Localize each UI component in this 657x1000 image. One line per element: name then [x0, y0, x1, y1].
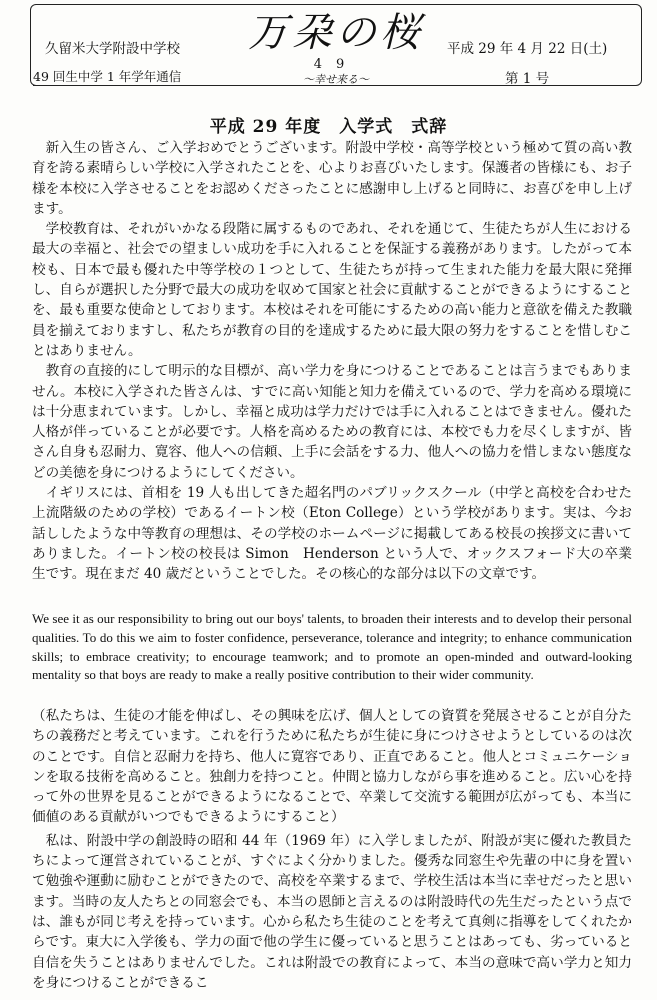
volume-number: 49 [313, 57, 359, 72]
newsletter-subtitle: ～幸せ来る～ [303, 73, 369, 86]
masthead [30, 4, 642, 86]
school-name: 久留米大学附設中学校 [45, 41, 180, 57]
english-quote: We see it as our responsibility to bring out our boys' talents, to broaden their interests and to develop their personal qualities. To do this we aim to foster confidence, perseverance, tolerance and integrity; to enhance communication skills; to embrace creativity; to encourage teamwork; and to promote an open-minded and outward-looking mentality so that boys are ready to make a really positive contribution to their wider community. [32, 611, 632, 683]
body-paragraph: イギリスには、首相を 19 人も出してきた超名門のパブリックスクール（中学と高校を合わせた上流階級のための学校）であるイートン校（Eton College）という学校があります。実は、今お話ししたような中等教育の理想は、その学校のホームページに掲載してある校長の挨拶文に書いてありました。イートン校の校長は Simon Henderson という人で、オックスフォード大の卒業生です。現在まだ 40 歳だということでした。その核心的な部分は以下の文章です。 [32, 485, 632, 583]
article-body [32, 138, 632, 585]
quote-translation: （私たちは、生徒の才能を伸ばし、その興味を広げ、個人としての資質を発展させることが自分たちの義務だと考えています。これを行うために私たちが生徒に身につけさせようとしているのは次のことです。自信と忍耐力を持ち、他人に寛容であり、正直であること。他人とコミュニケーションを取る技術を高めること。独創力を持つこと。仲間と協力しながら事を進めること。広い心を持って外の世界を見ることができるようになることで、卒業して交流する範囲が広がっても、本当に価値のある貢献がいつでもできるようにすること） [32, 708, 632, 826]
masthead-divider [33, 85, 443, 86]
article-continuation [32, 706, 632, 993]
grade-label: 49 回生中学 1 年学年通信 [33, 69, 182, 84]
newsletter-title: 万朶の桜 [248, 10, 424, 56]
closing-paragraph: 私は、附設中学の創設時の昭和 44 年（1969 年）に入学しましたが、附設が実に優れた教員たちによって運営されていることが、すぐによく分かりました。優秀な同窓生や先輩の中に身を置いて勉強や運動に励むことができたので、高校を卒業するまで、学校生活は本当に幸せだったと思います。当時の友人たちとの同窓会でも、本当の恩師と言えるのは附設時代の先生だったという点では、誰もが同じ考えを持っています。心から私たち生徒のことを考えて真剣に指導をしてくれたからです。東大に入学後も、学力の面で他の学生に優っていると思うことはあっても、劣っていると自信を失うことはありませんでした。これは附設での教育によって、本当の意味で高い学力と知力を身につけることができるこ [32, 832, 632, 991]
body-paragraph: 新入生の皆さん、ご入学おめでとうございます。附設中学校・高等学校という極めて質の高い教育を誇る素晴らしい学校に入学されたことを、心よりお喜びいたします。保護者の皆様にも、お子様を本校に入学させることをお認めくださったことに感謝申し上げると同時に、お喜びを申し上げます。 [32, 140, 632, 217]
issue-date: 平成 29 年 4 月 22 日(土) [447, 41, 608, 57]
article-headline: 平成 29 年度 入学式 式辞 [209, 117, 448, 137]
body-paragraph: 学校教育は、それがいかなる段階に属するものであれ、それを通じて、生徒たちが人生における最大の幸福と、社会での望ましい成功を手に入れることを保証する義務があります。したがって本校も、日本で最も優れた中等学校の１つとして、生徒たちが持って生まれた能力を最大限に発揮し、自らが選択した分野で最大の成功を収めて国家と社会に貢献することができるようにすることを、最も重要な使命としております。本校はそれを可能にするための高い能力と意欲を備えた教職員を揃えておりますし、私たちが教育の目的を達成するために最大限の努力をすることを惜しむことはありません。 [32, 221, 632, 359]
body-paragraph: 教育の直接的にして明示的な目標が、高い学力を身につけることであることは言うまでもありません。本校に入学された皆さんは、すでに高い知能と知力を備えているので、学力を高める環境には十分恵まれています。しかし、幸福と成功は学力だけでは手に入れることはできません。優れた人格が伴っていることが必要です。人格を高めるための教育には、本校でも力を尽くしますが、皆さん自身も忍耐力、寛容、他人への信頼、上手に会話をする力、他人への協力を惜しまない態度などの美徳を身につけるようにしてください。 [32, 363, 632, 481]
issue-number: 第 1 号 [505, 71, 550, 87]
